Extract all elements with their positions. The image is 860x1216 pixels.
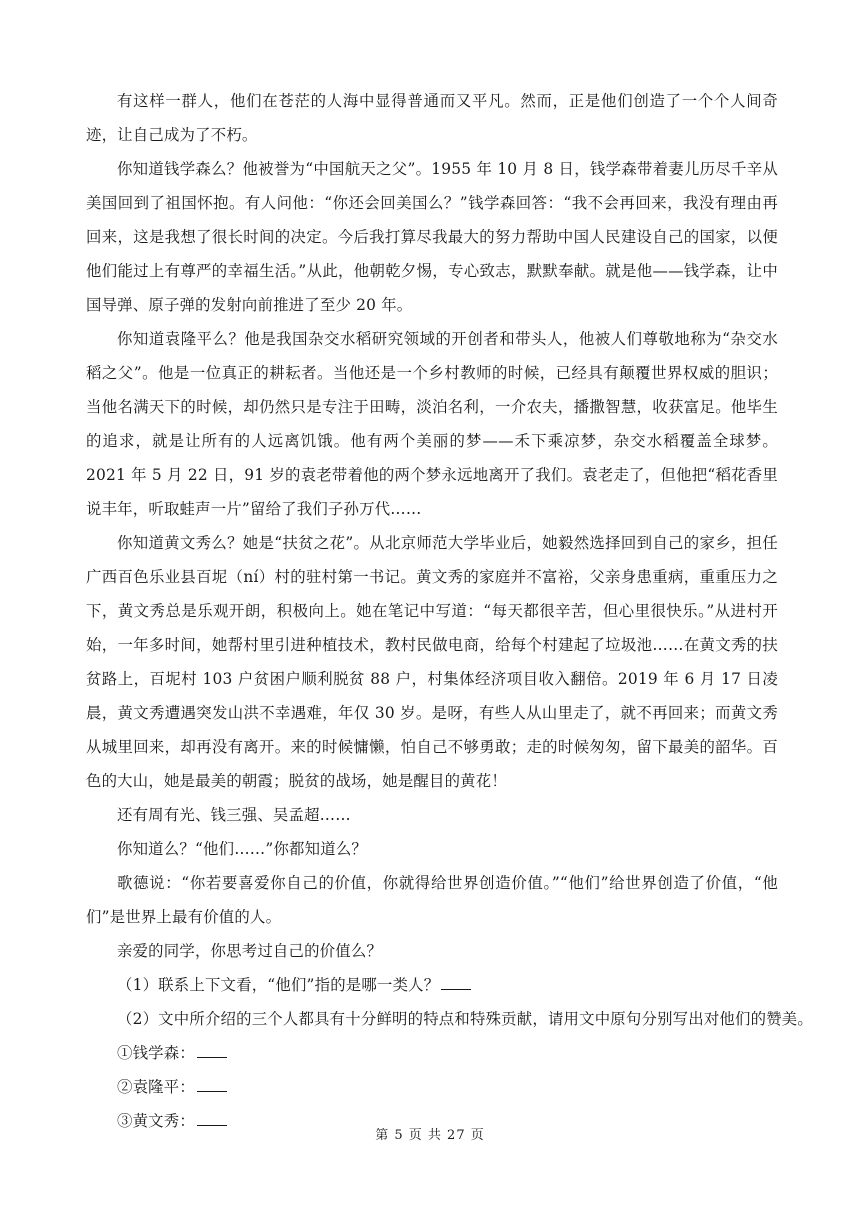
answer-blank[interactable] bbox=[197, 1043, 227, 1058]
answer-blank[interactable] bbox=[197, 1077, 227, 1092]
sub-question-label: ②袁隆平： bbox=[117, 1078, 195, 1096]
paragraph-do-you-know: 你知道么？“他们……”你都知道么？ bbox=[117, 840, 367, 858]
paragraph-others: 还有周有光、钱三强、吴孟超…… bbox=[117, 806, 351, 824]
paragraph-your-value: 亲爱的同学，你思考过自己的价值么？ bbox=[117, 942, 383, 960]
sub-question-qian bbox=[86, 1036, 778, 1070]
paragraph-qian-xuesen: 你知道钱学森么？他被誉为“中国航天之父”。1955 年 10 月 8 日，钱学森带着妻儿历尽千辛从美国回到了祖国怀抱。有人问他：“你还会回美国么？”钱学森回答：“我不会再回来，我没有理由再回来，这是我想了很长时间的决定。今后我打算尽我最大的努力帮助中国人民建设自己的国家，以便他们能过上有尊严的幸福生活。”从此，他朝乾夕惕，专心致志，默默奉献。就是他——钱学森，让中国导弹、原子弹的发射向前推进了至少 20 年。 bbox=[86, 160, 778, 314]
paragraph-goethe: 歌德说：“你若要喜爱你自己的价值，你就得给世界创造价值。”“他们”给世界创造了价值，“他们”是世界上最有价值的人。 bbox=[86, 874, 778, 926]
answer-blank[interactable] bbox=[441, 975, 471, 990]
paragraph-huang-wenxiu: 你知道黄文秀么？她是“扶贫之花”。从北京师范大学毕业后，她毅然选择回到自己的家乡，担任广西百色乐业县百坭（ní）村的驻村第一书记。黄文秀的家庭并不富裕，父亲身患重病，重重压力之下，黄文秀总是乐观开朗，积极向上。她在笔记中写道：“每天都很辛苦，但心里很快乐。”从进村开始，一年多时间，她帮村里引进种植技术，教村民做电商，给每个村建起了垃圾池……在黄文秀的扶贫路上，百坭村 103 户贫困户顺利脱贫 88 户，村集体经济项目收入翻倍。2019 年 6 月 17 日凌晨，黄文秀遭遇突发山洪不幸遇难，年仅 30 岁。是呀，有些人从山里走了，就不再回来；而黄文秀从城里回来，却再没有离开。来的时候慵懒，怕自己不够勇敢；走的时候匆匆，留下最美的韶华。百色的大山，她是最美的朝霞；脱贫的战场，她是醒目的黄花！ bbox=[86, 534, 778, 790]
paragraph-intro: 有这样一群人，他们在苍茫的人海中显得普通而又平凡。然而，正是他们创造了一个个人间奇迹，让自己成为了不朽。 bbox=[86, 92, 778, 144]
page-footer: 第 5 页 共 27 页 bbox=[375, 1128, 485, 1143]
question-1-text: （1）联系上下文看，“他们”指的是哪一类人？ bbox=[117, 976, 440, 994]
question-2 bbox=[86, 1002, 813, 1036]
paragraph-yuan-longping: 你知道袁隆平么？他是我国杂交水稻研究领域的开创者和带头人，他被人们尊敬地称为“杂交水稻之父”。他是一位真正的耕耘者。当他还是一个乡村教师的时候，已经具有颠覆世界权威的胆识；当他名满天下的时候，却仍然只是专注于田畴，淡泊名利，一介农夫，播撒智慧，收获富足。他毕生的追求，就是让所有的人远离饥饿。他有两个美丽的梦——禾下乘凉梦，杂交水稻覆盖全球梦。2021 年 5 月 22 日，91 岁的袁老带着他的两个梦永远地离开了我们。袁老走了，但他把“稻花香里说丰年，听取蛙声一片”留给了我们子孙万代…… bbox=[86, 330, 778, 518]
question-1 bbox=[86, 968, 778, 1002]
sub-question-yuan bbox=[86, 1070, 778, 1104]
sub-question-label: ①钱学森： bbox=[117, 1044, 195, 1062]
sub-question-label: ③黄文秀： bbox=[117, 1112, 195, 1130]
document-page bbox=[86, 84, 813, 1138]
question-2-text: （2）文中所介绍的三个人都具有十分鲜明的特点和特殊贡献，请用文中原句分别写出对他们的赞美。 bbox=[117, 1010, 813, 1028]
